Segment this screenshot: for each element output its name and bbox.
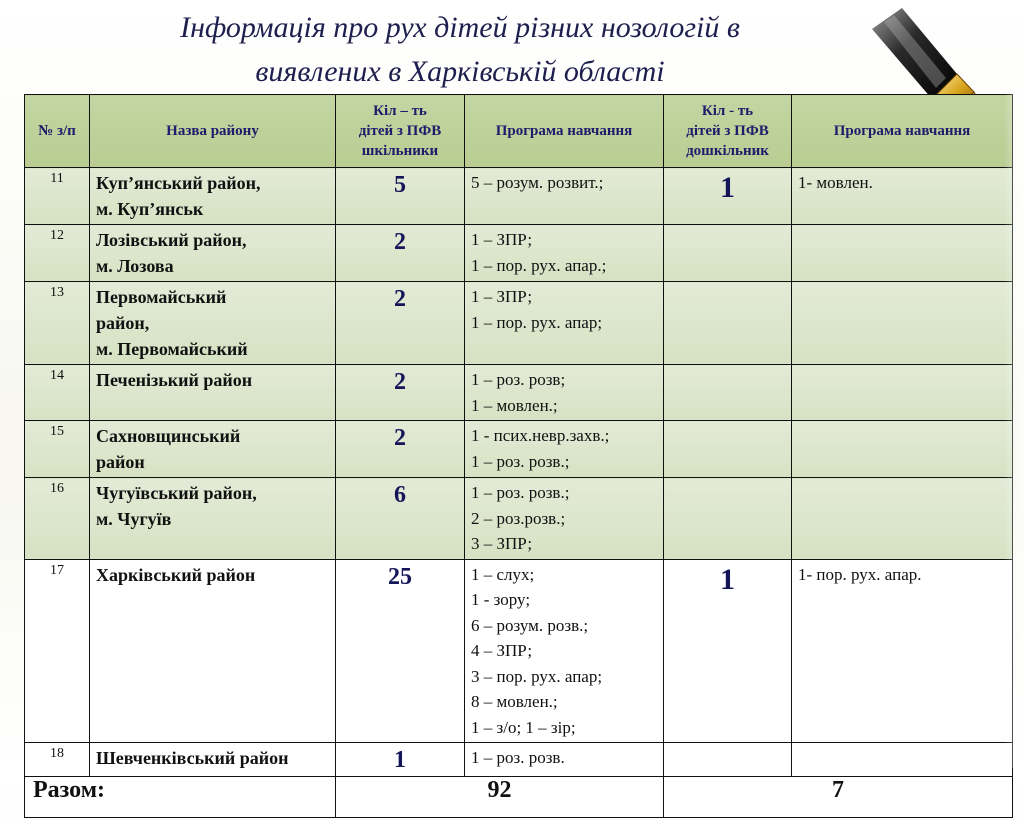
program-school-line: 1 – роз. розв.; bbox=[471, 483, 570, 502]
count-preschool bbox=[664, 365, 792, 421]
program-school-line: 1 - зору; bbox=[471, 590, 531, 609]
table-row bbox=[25, 225, 1013, 282]
count-school: 6 bbox=[336, 478, 465, 560]
program-school-line: 1 – мовлен.; bbox=[471, 395, 558, 415]
row-number: 11 bbox=[25, 168, 90, 225]
total-row bbox=[25, 777, 1013, 818]
header-num: № з/п bbox=[25, 95, 90, 168]
district-name bbox=[90, 478, 336, 560]
district-name bbox=[90, 421, 336, 478]
district-name bbox=[90, 282, 336, 365]
district-name-line: Лозівський район, bbox=[96, 230, 247, 250]
table-row bbox=[25, 421, 1013, 478]
program-school-line: 1 – ЗПР; bbox=[471, 230, 533, 249]
program-school-line: 1 – роз. розв; bbox=[471, 370, 566, 389]
row-number: 17 bbox=[25, 559, 90, 743]
program-preschool bbox=[792, 168, 1013, 225]
program-school-line: 3 – ЗПР; bbox=[471, 534, 533, 553]
program-school bbox=[465, 225, 664, 282]
total-school: 92 bbox=[336, 777, 664, 818]
count-school: 2 bbox=[336, 282, 465, 365]
district-name-line: Первомайський bbox=[96, 287, 227, 307]
header-count-preschool-line-1: Кіл - ть bbox=[701, 103, 754, 119]
total-preschool: 7 bbox=[664, 777, 1013, 818]
count-school: 1 bbox=[336, 743, 465, 777]
district-name-line: Харківський район bbox=[96, 564, 256, 585]
district-name bbox=[90, 743, 336, 777]
program-school-line: 1 – пор. рух. апар.; bbox=[471, 255, 607, 275]
district-name-line: м. Куп’янськ bbox=[96, 199, 204, 219]
program-school bbox=[465, 421, 664, 478]
district-name-line: м. Лозова bbox=[96, 256, 174, 276]
count-preschool bbox=[664, 743, 792, 777]
district-name-line: район bbox=[96, 452, 145, 472]
program-preschool bbox=[792, 478, 1013, 560]
district-name-line: район, bbox=[96, 313, 150, 333]
program-preschool bbox=[792, 421, 1013, 478]
program-preschool bbox=[792, 559, 1013, 743]
row-number: 16 bbox=[25, 478, 90, 560]
count-preschool bbox=[664, 478, 792, 560]
program-preschool bbox=[792, 282, 1013, 365]
header-program-2: Програма навчання bbox=[792, 95, 1013, 168]
count-preschool: 1 bbox=[664, 559, 792, 743]
slide-title-line-1: Інформація про рух дітей різних нозологій в bbox=[180, 11, 740, 44]
district-name-line: м. Чугуїв bbox=[96, 509, 172, 529]
program-school-line: 3 – пор. рух. апар; bbox=[471, 666, 603, 686]
program-preschool bbox=[792, 225, 1013, 282]
table-header-row bbox=[25, 95, 1013, 168]
count-preschool bbox=[664, 421, 792, 478]
district-name-line: Печенізький район bbox=[96, 370, 253, 390]
count-preschool bbox=[664, 282, 792, 365]
district-name-line: м. Первомайський bbox=[96, 339, 248, 359]
header-count-preschool-line-2: дітей з ПФВ bbox=[686, 123, 769, 139]
table-row bbox=[25, 478, 1013, 560]
slide-title bbox=[60, 6, 860, 94]
program-school-line: 1 – роз. розв. bbox=[471, 748, 565, 767]
district-name bbox=[90, 559, 336, 743]
table-body bbox=[25, 168, 1013, 777]
row-number: 14 bbox=[25, 365, 90, 421]
header-count-school bbox=[336, 95, 465, 168]
program-school bbox=[465, 559, 664, 743]
count-school: 25 bbox=[336, 559, 465, 743]
program-school-line: 1 – роз. розв.; bbox=[471, 451, 570, 471]
header-count-preschool-line-3: дошкільник bbox=[686, 143, 769, 159]
row-number: 13 bbox=[25, 282, 90, 365]
program-school-line: 1 – з/о; 1 – зір; bbox=[471, 717, 576, 737]
program-school bbox=[465, 478, 664, 560]
district-name-line: Чугуївський район, bbox=[96, 483, 257, 503]
program-preschool-line: 1- мовлен. bbox=[798, 173, 873, 192]
table-row bbox=[25, 168, 1013, 225]
program-school-line: 1 – ЗПР; bbox=[471, 287, 533, 306]
row-number: 18 bbox=[25, 743, 90, 777]
header-program-1: Програма навчання bbox=[465, 95, 664, 168]
header-district: Назва району bbox=[90, 95, 336, 168]
count-preschool: 1 bbox=[664, 168, 792, 225]
program-school bbox=[465, 168, 664, 225]
program-school bbox=[465, 365, 664, 421]
district-name bbox=[90, 365, 336, 421]
district-name bbox=[90, 225, 336, 282]
header-count-school-line-3: шкільники bbox=[361, 143, 439, 159]
program-school-line: 1 – слух; bbox=[471, 564, 535, 584]
program-school bbox=[465, 282, 664, 365]
program-preschool-line: 1- пор. рух. апар. bbox=[798, 564, 922, 584]
district-name bbox=[90, 168, 336, 225]
table-row bbox=[25, 559, 1013, 743]
header-count-school-line-2: дітей з ПФВ bbox=[358, 123, 442, 139]
program-preschool bbox=[792, 743, 1013, 777]
row-number: 15 bbox=[25, 421, 90, 478]
table-row bbox=[25, 743, 1013, 777]
total-label: Разом: bbox=[25, 777, 336, 818]
count-school: 2 bbox=[336, 225, 465, 282]
row-number: 12 bbox=[25, 225, 90, 282]
count-school: 5 bbox=[336, 168, 465, 225]
program-school-line: 8 – мовлен.; bbox=[471, 692, 558, 711]
count-school: 2 bbox=[336, 421, 465, 478]
program-preschool bbox=[792, 365, 1013, 421]
header-count-preschool bbox=[664, 95, 792, 168]
table-row bbox=[25, 282, 1013, 365]
count-preschool bbox=[664, 225, 792, 282]
table-row bbox=[25, 365, 1013, 421]
district-name-line: Сахновщинський bbox=[96, 426, 241, 446]
program-school-line: 1 - псих.невр.захв.; bbox=[471, 426, 610, 445]
program-school-line: 4 – ЗПР; bbox=[471, 641, 533, 660]
program-school-line: 6 – розум. розв.; bbox=[471, 615, 589, 635]
slide-title-line-2: виявлених в Харківській області bbox=[255, 55, 665, 88]
count-school: 2 bbox=[336, 365, 465, 421]
program-school bbox=[465, 743, 664, 777]
program-school-line: 1 – пор. рух. апар; bbox=[471, 312, 603, 332]
district-name-line: Шевченківський район bbox=[96, 748, 289, 768]
data-table bbox=[24, 94, 1013, 818]
program-school-line: 2 – роз.розв.; bbox=[471, 508, 566, 528]
program-school-line: 5 – розум. розвит.; bbox=[471, 173, 604, 192]
header-count-school-line-1: Кіл – ть bbox=[373, 103, 427, 119]
district-name-line: Куп’янський район, bbox=[96, 173, 261, 193]
